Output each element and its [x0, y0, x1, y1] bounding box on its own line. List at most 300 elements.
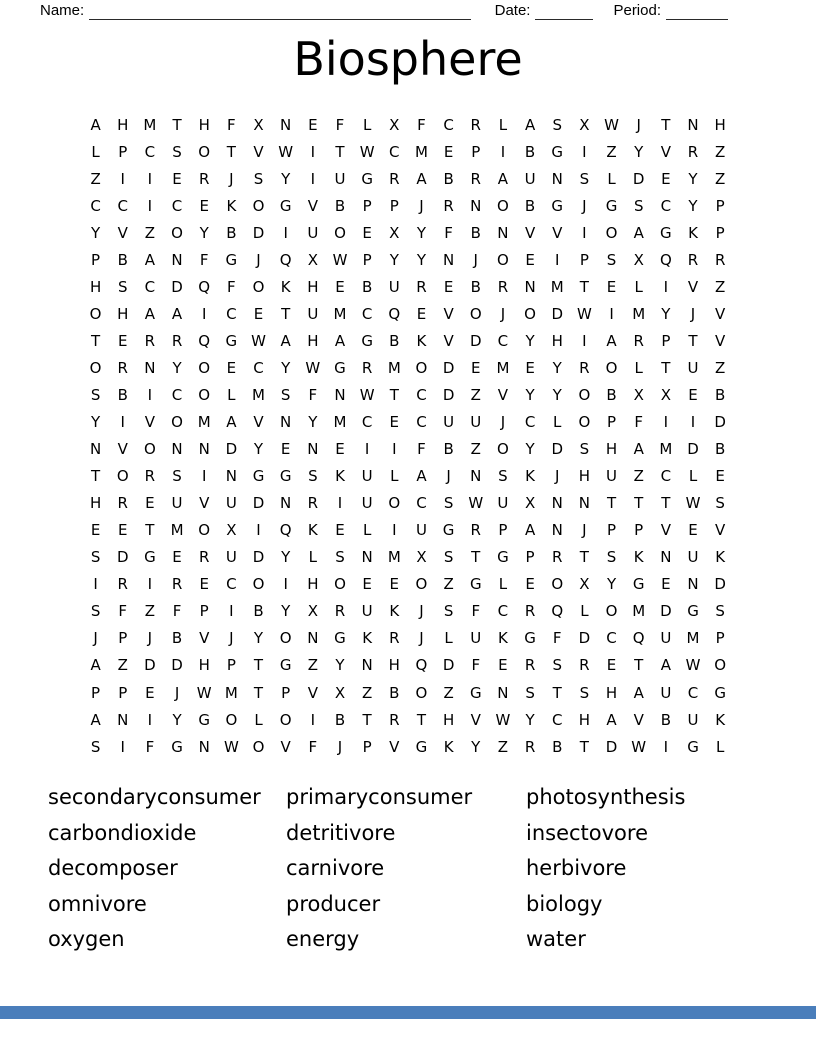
grid-letter: R	[144, 331, 156, 350]
grid-letter: F	[118, 602, 128, 621]
grid-letter: E	[362, 575, 372, 594]
grid-letter: Y	[253, 440, 264, 459]
grid-letter: H	[578, 467, 591, 486]
word-list-item: photosynthesis	[526, 785, 686, 809]
grid-letter: R	[307, 494, 319, 513]
grid-letter: S	[172, 142, 182, 161]
grid-letter: P	[715, 223, 725, 242]
grid-letter: V	[687, 277, 699, 296]
grid-letter: I	[555, 250, 560, 269]
grid-letter: Z	[470, 440, 481, 459]
grid-letter: B	[443, 169, 454, 188]
grid-letter: N	[171, 440, 183, 459]
grid-letter: N	[551, 521, 563, 540]
grid-letter: S	[443, 494, 454, 513]
grid-letter: I	[120, 169, 125, 188]
grid-letter: Y	[172, 358, 182, 377]
grid-letter: C	[660, 196, 672, 215]
word-list-item: primaryconsumer	[286, 785, 473, 809]
grid-letter: R	[687, 250, 699, 269]
grid-letter: M	[197, 413, 211, 432]
grid-letter: F	[308, 737, 318, 756]
grid-letter: H	[605, 683, 618, 702]
grid-letter: O	[198, 142, 211, 161]
grid-letter: O	[198, 358, 211, 377]
grid-letter: H	[307, 575, 319, 594]
grid-letter: Y	[688, 169, 698, 188]
grid-letter: G	[361, 331, 373, 350]
grid-letter: F	[444, 223, 453, 242]
grid-letter: Z	[144, 602, 156, 621]
grid-letter: F	[471, 602, 481, 621]
grid-letter: E	[253, 304, 264, 323]
grid-letter: M	[414, 142, 428, 161]
grid-letter: I	[392, 440, 397, 459]
grid-letter: T	[253, 683, 264, 702]
grid-letter: N	[442, 250, 455, 269]
grid-letter: A	[524, 521, 536, 540]
grid-letter: U	[307, 223, 319, 242]
grid-letter: W	[604, 115, 619, 134]
grid-letter: W	[576, 304, 592, 323]
grid-letter: Z	[144, 223, 156, 242]
grid-letter: A	[144, 250, 156, 269]
grid-letter: M	[333, 413, 347, 432]
grid-letter: I	[500, 142, 506, 161]
grid-letter: C	[144, 277, 156, 296]
grid-letter: R	[117, 575, 128, 594]
grid-letter: E	[715, 467, 725, 486]
grid-letter: T	[471, 548, 481, 567]
grid-letter: X	[524, 494, 536, 513]
grid-letter: C	[416, 413, 427, 432]
grid-letter: J	[555, 467, 560, 486]
grid-letter: E	[199, 575, 209, 594]
grid-letter: E	[688, 385, 698, 404]
grid-letter: C	[361, 413, 373, 432]
grid-letter: E	[443, 277, 454, 296]
grid-letter: J	[690, 304, 696, 323]
grid-letter: A	[90, 115, 101, 134]
grid-letter: L	[362, 115, 372, 134]
grid-letter: G	[198, 710, 211, 729]
grid-letter: G	[605, 196, 618, 215]
grid-letter: B	[470, 277, 481, 296]
grid-letter: Y	[525, 440, 535, 459]
grid-letter: U	[524, 169, 536, 188]
grid-letter: X	[253, 115, 264, 134]
grid-letter: L	[715, 737, 725, 756]
grid-letter: O	[252, 196, 265, 215]
grid-letter: T	[552, 683, 562, 702]
grid-letter: O	[497, 196, 509, 215]
grid-letter: P	[362, 250, 372, 269]
grid-letter: G	[361, 169, 373, 188]
word-list-item: energy	[286, 927, 360, 952]
grid-letter: Y	[634, 142, 644, 161]
grid-letter: N	[687, 115, 699, 134]
grid-letter: F	[227, 277, 236, 296]
grid-letter: O	[578, 413, 591, 432]
grid-letter: G	[524, 629, 536, 648]
grid-letter: U	[361, 602, 373, 621]
grid-letter: Z	[470, 385, 481, 404]
grid-letter: J	[256, 250, 261, 269]
grid-letter: T	[90, 467, 101, 486]
grid-letter: S	[90, 548, 101, 567]
word-list-item: decomposer	[48, 856, 178, 881]
grid-letter: T	[579, 737, 589, 756]
grid-letter: H	[442, 710, 455, 729]
grid-letter: D	[469, 331, 482, 350]
grid-letter: I	[229, 602, 234, 621]
grid-letter: Z	[715, 358, 726, 377]
grid-letter: A	[171, 304, 183, 323]
grid-letter: C	[497, 331, 509, 350]
grid-letter: R	[714, 250, 726, 269]
grid-letter: Q	[198, 331, 211, 350]
grid-letter: A	[334, 331, 346, 350]
grid-letter: M	[170, 521, 184, 540]
grid-letter: S	[606, 250, 617, 269]
period-blank-line	[666, 4, 728, 20]
grid-letter: S	[90, 385, 101, 404]
grid-letter: C	[253, 358, 264, 377]
grid-letter: P	[607, 413, 617, 432]
grid-letter: R	[389, 710, 400, 729]
word-search-grid	[82, 111, 734, 760]
grid-letter: T	[362, 710, 372, 729]
grid-letter: H	[714, 115, 726, 134]
grid-letter: G	[469, 683, 482, 702]
grid-letter: R	[334, 602, 346, 621]
grid-letter: V	[443, 331, 454, 350]
grid-letter: P	[118, 142, 128, 161]
grid-letter: K	[498, 629, 508, 648]
grid-letter: E	[498, 656, 508, 675]
date-label: Date:	[494, 2, 531, 19]
grid-letter: D	[144, 656, 156, 675]
grid-letter: P	[661, 331, 671, 350]
grid-letter: A	[606, 331, 617, 350]
grid-letter: G	[497, 548, 509, 567]
grid-letter: N	[578, 494, 590, 513]
grid-letter: B	[226, 223, 237, 242]
grid-letter: R	[443, 196, 454, 215]
grid-letter: L	[607, 169, 616, 188]
grid-letter: V	[633, 710, 644, 729]
grid-letter: J	[337, 737, 343, 756]
grid-letter: B	[117, 250, 128, 269]
grid-letter: Y	[525, 710, 535, 729]
grid-letter: J	[174, 683, 180, 702]
grid-letter: O	[252, 277, 265, 296]
grid-letter: A	[633, 223, 644, 242]
grid-letter: T	[90, 331, 101, 350]
grid-letter: G	[551, 196, 564, 215]
grid-letter: K	[633, 548, 644, 567]
grid-letter: W	[196, 683, 212, 702]
grid-letter: A	[90, 656, 101, 675]
grid-letter: N	[551, 494, 563, 513]
grid-letter: T	[606, 494, 617, 513]
grid-letter: P	[579, 250, 589, 269]
grid-letter: I	[690, 413, 696, 432]
grid-letter: O	[116, 467, 129, 486]
grid-letter: P	[91, 250, 101, 269]
grid-letter: Y	[471, 737, 481, 756]
grid-letter: M	[632, 304, 646, 323]
grid-letter: Y	[172, 710, 182, 729]
grid-letter: A	[416, 467, 427, 486]
grid-letter: N	[171, 250, 183, 269]
grid-letter: Z	[307, 656, 318, 675]
grid-letter: G	[660, 223, 672, 242]
grid-letter: W	[631, 737, 647, 756]
grid-letter: N	[361, 548, 373, 567]
word-list-item: carbondioxide	[48, 820, 197, 845]
grid-letter: O	[415, 575, 428, 594]
grid-letter: I	[201, 304, 207, 323]
grid-letter: G	[442, 521, 455, 540]
grid-letter: Y	[199, 223, 209, 242]
grid-letter: L	[91, 142, 100, 161]
grid-letter: D	[171, 656, 183, 675]
grid-letter: I	[364, 440, 370, 459]
grid-letter: A	[633, 440, 644, 459]
grid-letter: I	[663, 413, 669, 432]
grid-letter: L	[308, 548, 317, 567]
grid-letter: U	[415, 521, 427, 540]
grid-letter: A	[606, 710, 617, 729]
grid-letter: F	[308, 385, 318, 404]
grid-letter: N	[470, 467, 482, 486]
grid-letter: W	[468, 494, 484, 513]
grid-letter: N	[524, 277, 536, 296]
grid-letter: I	[201, 467, 207, 486]
word-list-item: insectovore	[526, 820, 649, 845]
grid-letter: I	[337, 494, 343, 513]
name-field-group	[40, 2, 471, 20]
grid-letter: Y	[552, 385, 562, 404]
grid-letter: N	[117, 710, 129, 729]
grid-letter: I	[256, 521, 261, 540]
grid-letter: I	[609, 304, 614, 323]
grid-letter: J	[582, 521, 587, 540]
grid-letter: V	[307, 683, 318, 702]
grid-letter: X	[389, 115, 400, 134]
grid-letter: S	[525, 683, 535, 702]
grid-letter: Y	[416, 250, 427, 269]
grid-letter: I	[147, 575, 153, 594]
grid-letter: I	[283, 575, 288, 594]
grid-letter: Z	[497, 737, 509, 756]
grid-letter: G	[632, 575, 645, 594]
grid-letter: C	[90, 196, 101, 215]
grid-letter: J	[500, 413, 506, 432]
grid-letter: N	[660, 548, 672, 567]
grid-letter: E	[226, 358, 237, 377]
grid-letter: S	[117, 277, 128, 296]
footer-bar	[0, 1006, 816, 1019]
grid-letter: E	[145, 494, 155, 513]
grid-letter: Y	[525, 331, 535, 350]
grid-letter: G	[144, 548, 156, 567]
grid-letter: L	[362, 521, 372, 540]
grid-letter: N	[497, 683, 509, 702]
word-list-item: oxygen	[48, 927, 125, 952]
worksheet-header	[40, 2, 728, 20]
grid-letter: H	[89, 494, 102, 513]
grid-letter: E	[525, 250, 535, 269]
grid-letter: S	[606, 548, 617, 567]
grid-letter: M	[659, 440, 673, 459]
grid-letter: O	[198, 521, 211, 540]
grid-letter: L	[498, 575, 508, 594]
grid-letter: K	[307, 521, 318, 540]
grid-letter: R	[687, 142, 699, 161]
grid-letter: Y	[335, 656, 345, 675]
grid-letter: G	[415, 737, 428, 756]
grid-letter: F	[145, 737, 155, 756]
grid-letter: P	[199, 602, 209, 621]
grid-letter: W	[332, 250, 348, 269]
grid-letter: X	[579, 115, 590, 134]
word-list-item: detritivore	[286, 820, 396, 845]
grid-letter: A	[90, 710, 101, 729]
grid-letter: J	[229, 629, 234, 648]
grid-letter: M	[632, 602, 646, 621]
grid-letter: E	[280, 440, 291, 459]
grid-letter: P	[389, 196, 399, 215]
grid-letter: B	[552, 737, 563, 756]
grid-letter: G	[687, 602, 699, 621]
grid-letter: X	[633, 385, 644, 404]
grid-letter: Z	[715, 169, 726, 188]
grid-letter: R	[198, 169, 210, 188]
grid-letter: H	[198, 656, 210, 675]
grid-letter: Y	[281, 358, 291, 377]
grid-letter: E	[335, 440, 345, 459]
grid-letter: E	[145, 683, 155, 702]
grid-letter: G	[551, 142, 564, 161]
grid-letter: B	[660, 710, 671, 729]
grid-letter: W	[305, 358, 321, 377]
grid-letter: V	[660, 142, 671, 161]
grid-letter: X	[389, 223, 400, 242]
grid-letter: R	[524, 656, 536, 675]
grid-letter: X	[633, 250, 644, 269]
grid-letter: U	[225, 494, 237, 513]
grid-letter: T	[172, 115, 182, 134]
grid-letter: O	[415, 683, 428, 702]
grid-letter: Y	[688, 196, 698, 215]
grid-letter: V	[470, 710, 481, 729]
grid-letter: V	[117, 440, 128, 459]
grid-letter: R	[470, 115, 481, 134]
grid-letter: R	[470, 521, 481, 540]
grid-letter: N	[334, 385, 346, 404]
grid-letter: I	[147, 169, 153, 188]
grid-letter: P	[118, 683, 128, 702]
grid-letter: D	[116, 548, 129, 567]
grid-letter: S	[443, 548, 454, 567]
grid-letter: V	[715, 304, 726, 323]
grid-letter: A	[144, 304, 156, 323]
grid-letter: Q	[279, 250, 292, 269]
grid-letter: U	[470, 629, 482, 648]
grid-letter: L	[634, 277, 643, 296]
grid-letter: G	[279, 196, 292, 215]
grid-letter: U	[497, 494, 509, 513]
grid-letter: E	[308, 115, 318, 134]
grid-letter: G	[225, 250, 238, 269]
grid-letter: V	[715, 521, 726, 540]
grid-letter: N	[497, 223, 509, 242]
grid-letter: D	[442, 385, 455, 404]
grid-letter: C	[226, 304, 237, 323]
grid-letter: O	[279, 710, 292, 729]
grid-letter: P	[634, 521, 644, 540]
grid-letter: W	[685, 494, 701, 513]
grid-letter: A	[633, 683, 644, 702]
grid-letter: O	[279, 629, 292, 648]
grid-letter: Y	[661, 304, 671, 323]
grid-letter: U	[470, 413, 482, 432]
grid-letter: F	[172, 602, 182, 621]
grid-letter: M	[387, 358, 401, 377]
grid-letter: R	[497, 277, 509, 296]
grid-letter: N	[307, 440, 319, 459]
grid-letter: B	[361, 277, 373, 296]
grid-letter: I	[663, 737, 669, 756]
grid-letter: C	[361, 304, 373, 323]
grid-letter: B	[334, 710, 346, 729]
grid-letter: Z	[362, 683, 373, 702]
grid-letter: H	[198, 115, 210, 134]
grid-letter: M	[252, 385, 265, 404]
grid-letter: Z	[715, 142, 726, 161]
grid-letter: R	[171, 331, 183, 350]
name-label: Name:	[40, 2, 85, 19]
grid-letter: K	[525, 467, 535, 486]
grid-letter: S	[579, 683, 590, 702]
grid-letter: P	[715, 196, 725, 215]
grid-letter: R	[633, 331, 644, 350]
grid-letter: O	[334, 223, 346, 242]
grid-letter: Z	[117, 656, 128, 675]
grid-letter: T	[226, 142, 236, 161]
grid-letter: R	[389, 169, 400, 188]
grid-letter: I	[147, 385, 153, 404]
grid-letter: B	[524, 142, 536, 161]
grid-letter: H	[307, 277, 319, 296]
grid-letter: S	[715, 602, 725, 621]
grid-letter: T	[253, 656, 264, 675]
grid-letter: T	[579, 548, 589, 567]
grid-letter: S	[308, 467, 318, 486]
grid-letter: O	[497, 440, 509, 459]
grid-letter: T	[661, 115, 671, 134]
word-column-2	[286, 780, 526, 958]
grid-letter: B	[524, 196, 536, 215]
grid-letter: G	[334, 629, 346, 648]
grid-letter: A	[497, 169, 509, 188]
grid-letter: V	[497, 385, 509, 404]
word-list-item: omnivore	[48, 891, 147, 916]
name-blank-line	[89, 4, 470, 20]
grid-letter: C	[171, 385, 183, 404]
